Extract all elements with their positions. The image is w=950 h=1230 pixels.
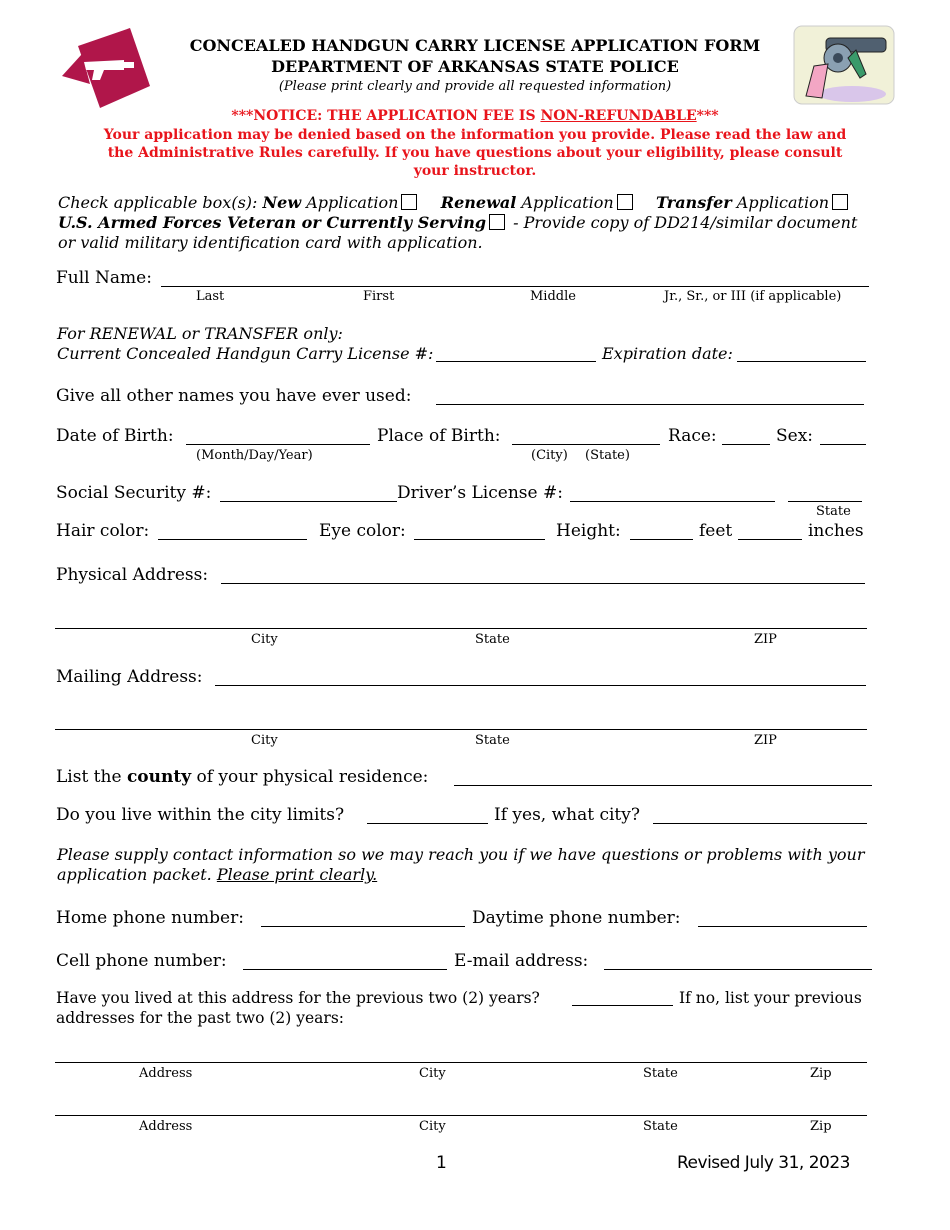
email-label: E-mail address: xyxy=(454,951,589,971)
mailing-state-caption: State xyxy=(475,733,510,748)
page-number: 1 xyxy=(436,1153,447,1173)
dob-caption: (Month/Day/Year) xyxy=(196,448,313,463)
fee-notice: ***NOTICE: THE APPLICATION FEE IS NON-REFUNDABLE*** xyxy=(231,108,719,124)
county-field[interactable] xyxy=(454,785,872,786)
physical-address-label: Physical Address: xyxy=(56,565,209,585)
dl-state-caption: State xyxy=(816,504,851,519)
ssn-label: Social Security #: xyxy=(56,483,212,503)
print-instruction: (Please print clearly and provide all requested information) xyxy=(278,79,672,94)
pob-state-caption: (State) xyxy=(585,448,630,463)
eye-color-field[interactable] xyxy=(414,539,545,540)
physical-zip-caption: ZIP xyxy=(754,632,777,647)
sex-field[interactable] xyxy=(820,444,866,445)
caption-first: First xyxy=(363,289,395,304)
physical-city-state-zip-field[interactable] xyxy=(55,628,867,629)
city-limits-field[interactable] xyxy=(367,823,488,824)
full-name-label: Full Name: xyxy=(56,268,152,288)
full-name-field[interactable] xyxy=(161,286,869,287)
race-field[interactable] xyxy=(722,444,770,445)
prev1-state-caption: State xyxy=(643,1066,678,1081)
other-names-field[interactable] xyxy=(436,404,864,405)
veteran-checkbox[interactable] xyxy=(489,214,505,230)
height-feet-field[interactable] xyxy=(630,539,693,540)
drivers-license-label: Driver’s License #: xyxy=(397,483,563,503)
license-number-field[interactable] xyxy=(436,361,596,362)
mailing-address-label: Mailing Address: xyxy=(56,667,203,687)
ssn-field[interactable] xyxy=(220,501,397,502)
daytime-phone-label: Daytime phone number: xyxy=(472,908,681,928)
pob-label: Place of Birth: xyxy=(377,426,501,446)
hair-color-label: Hair color: xyxy=(56,521,150,541)
contact-note-line2: application packet. Please print clearly. xyxy=(57,865,378,884)
prev1-address-caption: Address xyxy=(139,1066,193,1081)
pob-field[interactable] xyxy=(512,444,660,445)
inches-label: inches xyxy=(808,521,864,541)
sex-label: Sex: xyxy=(776,426,814,446)
previous-address-followup: If no, list your previous xyxy=(679,989,862,1007)
previous-address-line2: addresses for the past two (2) years: xyxy=(56,1009,345,1027)
dob-field[interactable] xyxy=(186,444,370,445)
home-phone-label: Home phone number: xyxy=(56,908,244,928)
eye-color-label: Eye color: xyxy=(319,521,406,541)
prev1-city-caption: City xyxy=(419,1066,446,1081)
mailing-city-state-zip-field[interactable] xyxy=(55,729,867,730)
revision-date: Revised July 31, 2023 xyxy=(677,1153,850,1173)
contact-note-line1: Please supply contact information so we may reach you if we have questions or problems with your xyxy=(57,845,865,864)
mailing-zip-caption: ZIP xyxy=(754,733,777,748)
lived-two-years-field[interactable] xyxy=(572,1005,673,1006)
veteran-note: or valid military identification card with application. xyxy=(58,233,483,252)
county-label: List the county of your physical residence: xyxy=(56,767,429,787)
city-limits-label: Do you live within the city limits? xyxy=(56,805,345,825)
previous-address-question: Have you lived at this address for the previous two (2) years? xyxy=(56,989,540,1007)
renewal-application-checkbox[interactable] xyxy=(617,194,633,210)
height-inches-field[interactable] xyxy=(738,539,802,540)
application-type-row: Check applicable box(s): New Application Renewal Application Transfer Application xyxy=(58,193,851,212)
mailing-city-caption: City xyxy=(251,733,278,748)
denial-notice-line1: Your application may be denied based on the information you provide. Please read the law and xyxy=(103,127,847,143)
caption-suffix: Jr., Sr., or III (if applicable) xyxy=(664,289,842,304)
license-number-label: Current Concealed Handgun Carry License #: xyxy=(57,344,434,363)
email-field[interactable] xyxy=(604,969,872,970)
prev2-zip-caption: Zip xyxy=(810,1119,832,1134)
department-name: DEPARTMENT OF ARKANSAS STATE POLICE xyxy=(271,57,679,76)
physical-city-caption: City xyxy=(251,632,278,647)
which-city-label: If yes, what city? xyxy=(494,805,640,825)
mailing-address-field[interactable] xyxy=(215,685,866,686)
prev2-address-caption: Address xyxy=(139,1119,193,1134)
pob-city-caption: (City) xyxy=(531,448,568,463)
denial-notice-line2: the Administrative Rules carefully. If you have questions about your eligibility, please consult xyxy=(107,145,843,161)
previous-address-2-field[interactable] xyxy=(55,1115,867,1116)
physical-state-caption: State xyxy=(475,632,510,647)
hair-color-field[interactable] xyxy=(158,539,307,540)
previous-address-1-field[interactable] xyxy=(55,1062,867,1063)
cell-phone-label: Cell phone number: xyxy=(56,951,227,971)
prev2-city-caption: City xyxy=(419,1119,446,1134)
denial-notice-line3: your instructor. xyxy=(413,163,537,179)
daytime-phone-field[interactable] xyxy=(698,926,867,927)
drivers-license-field[interactable] xyxy=(570,501,775,502)
which-city-field[interactable] xyxy=(653,823,867,824)
transfer-application-checkbox[interactable] xyxy=(832,194,848,210)
race-label: Race: xyxy=(668,426,717,446)
form-title: CONCEALED HANDGUN CARRY LICENSE APPLICATION FORM xyxy=(189,36,761,55)
physical-address-field[interactable] xyxy=(221,583,865,584)
prev1-zip-caption: Zip xyxy=(810,1066,832,1081)
renewal-heading: For RENEWAL or TRANSFER only: xyxy=(57,324,343,343)
new-application-checkbox[interactable] xyxy=(401,194,417,210)
cell-phone-field[interactable] xyxy=(243,969,447,970)
expiration-field[interactable] xyxy=(737,361,866,362)
height-label: Height: xyxy=(556,521,621,541)
other-names-label: Give all other names you have ever used: xyxy=(56,386,412,406)
veteran-row: U.S. Armed Forces Veteran or Currently Serving - Provide copy of DD214/similar document xyxy=(58,213,858,232)
expiration-label: Expiration date: xyxy=(602,344,733,363)
prev2-state-caption: State xyxy=(643,1119,678,1134)
home-phone-field[interactable] xyxy=(261,926,465,927)
dob-label: Date of Birth: xyxy=(56,426,174,446)
drivers-license-state-field[interactable] xyxy=(788,501,862,502)
feet-label: feet xyxy=(699,521,733,541)
caption-last: Last xyxy=(196,289,225,304)
caption-middle: Middle xyxy=(530,289,576,304)
